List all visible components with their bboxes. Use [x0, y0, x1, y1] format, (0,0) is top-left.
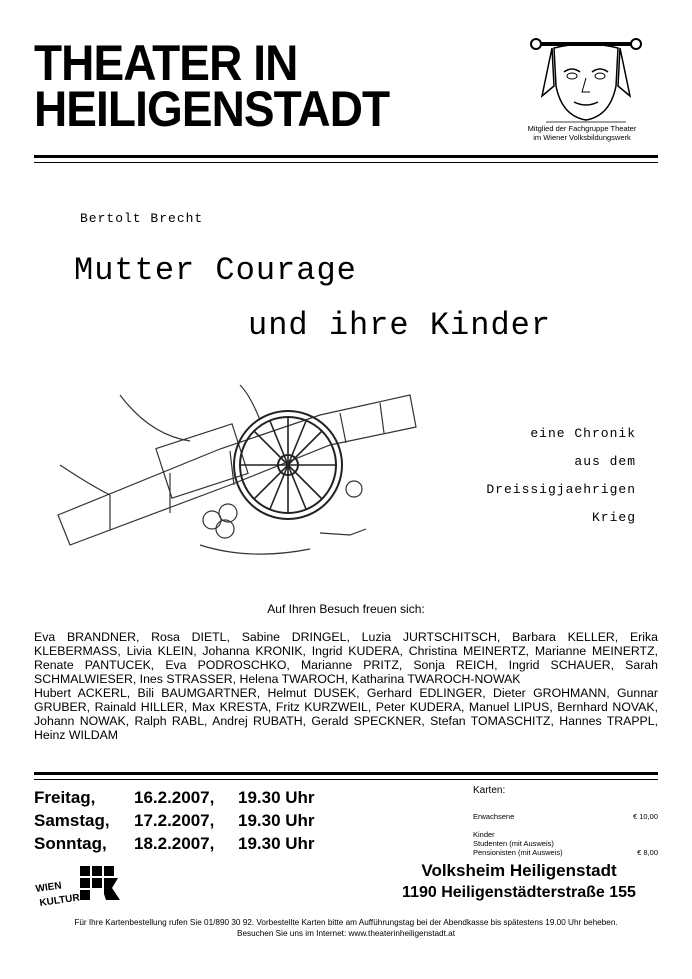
- reduced-price-row: [473, 848, 658, 857]
- theater-title: [34, 35, 390, 137]
- svg-text:KULTUR: KULTUR: [38, 892, 81, 909]
- date-time: 19.30 Uhr: [238, 834, 315, 853]
- subtitle-line-3: Dreissigjaehrigen: [486, 482, 636, 497]
- play-title-line-2: und ihre Kinder: [248, 307, 552, 344]
- lower-rule-thin: [34, 779, 658, 780]
- cannon-illustration: [50, 365, 420, 575]
- date-row: [34, 786, 315, 809]
- date-time: 19.30 Uhr: [238, 788, 315, 807]
- date-date: 17.2.2007,: [134, 811, 215, 830]
- date-day: Samstag,: [34, 811, 110, 830]
- play-title-line-1: Mutter Courage: [74, 252, 357, 289]
- date-row: [34, 809, 315, 832]
- greeting: Auf Ihren Besuch freuen sich:: [267, 602, 425, 616]
- adult-price: € 10,00: [632, 812, 658, 821]
- svg-text:WIEN: WIEN: [34, 880, 63, 895]
- reduced-label-2: Studenten (mit Ausweis): [473, 839, 554, 848]
- date-day: Freitag,: [34, 788, 96, 807]
- title-line-1: THEATER IN: [34, 35, 298, 91]
- title-line-2: HEILIGENSTADT: [34, 81, 390, 137]
- cast-list: [34, 630, 658, 742]
- author: Bertolt Brecht: [80, 211, 204, 226]
- date-date: 18.2.2007,: [134, 834, 215, 853]
- member-line-2: im Wiener Volksbildungswerk: [533, 133, 631, 142]
- subtitle-line-1: eine Chronik: [530, 426, 636, 441]
- reduced-label-row-2: [473, 839, 658, 848]
- reduced-price: € 8,00: [637, 848, 658, 857]
- venue: [380, 860, 658, 904]
- date-row: [34, 832, 315, 855]
- venue-name: Volksheim Heiligenstadt: [421, 861, 617, 880]
- member-line-1: Mitglied der Fachgruppe Theater: [527, 124, 637, 133]
- reduced-label-1: Kinder: [473, 830, 495, 839]
- tickets-heading: Karten:: [473, 785, 506, 796]
- reduced-label-row-1: [473, 830, 658, 839]
- cast-women: Eva BRANDNER, Rosa DIETL, Sabine DRINGEL, Luzia JURTSCHITSCH, Barbara KELLER, Erika KLEBERMASS, Livia KLEIN, Johanna KRONIK, Ingrid KUDERA, Christina MEINERTZ, Marianne MEINERTZ, Renate PANTUCEK, Eva PODROSCHKO, Marianne PRITZ, Sonja REICH, Ingrid SCHAUER, Sarah SCHMALWIESER, Ines STRASSER, Helena TWAROCH, Katharina TWAROCH-NOWAK: [34, 630, 658, 686]
- footer-booking-note: Für Ihre Kartenbestellung rufen Sie 01/890 30 92. Vorbestellte Karten bitte am Aufführungstag bei der Abendkasse bis spätestens 19.00 Uhr beheben.: [74, 918, 618, 927]
- adult-label: Erwachsene: [473, 812, 515, 821]
- play-subtitle: [486, 420, 636, 532]
- date-time: 19.30 Uhr: [238, 811, 315, 830]
- venue-address: 1190 Heiligenstädterstraße 155: [402, 884, 636, 901]
- membership-note: [508, 124, 656, 142]
- cast-men: Hubert ACKERL, Bili BAUMGARTNER, Helmut DUSEK, Gerhard EDLINGER, Dieter GROHMANN, Gunnar GRUBER, Rainald HILLER, Max KRESTA, Fritz KURZWEIL, Peter KUDERA, Manuel LIPUS, Bernhard NOVAK, Johann NOWAK, Ralph RABL, Andrej RUBATH, Gerald SPECKNER, Stefan TOMASCHITZ, Hannes TRAPPL, Heinz WILDAM: [34, 686, 658, 742]
- reduced-label-3: Pensionisten (mit Ausweis): [473, 848, 563, 857]
- footer-website-note: Besuchen Sie uns im Internet: www.theaterinheiligenstadt.at: [236, 929, 455, 938]
- performance-dates: [34, 786, 315, 855]
- date-day: Sonntag,: [34, 834, 107, 853]
- adult-price-row: [473, 812, 658, 821]
- subtitle-line-2: aus dem: [574, 454, 636, 469]
- footer: [0, 917, 692, 939]
- date-date: 16.2.2007,: [134, 788, 215, 807]
- wien-kultur-logo: [34, 866, 124, 910]
- lower-rule-thick: [34, 772, 658, 775]
- subtitle-line-4: Krieg: [591, 510, 636, 525]
- ticket-prices: [473, 785, 658, 857]
- header-rule-thin: [34, 162, 658, 163]
- header-rule-thick: [34, 155, 658, 158]
